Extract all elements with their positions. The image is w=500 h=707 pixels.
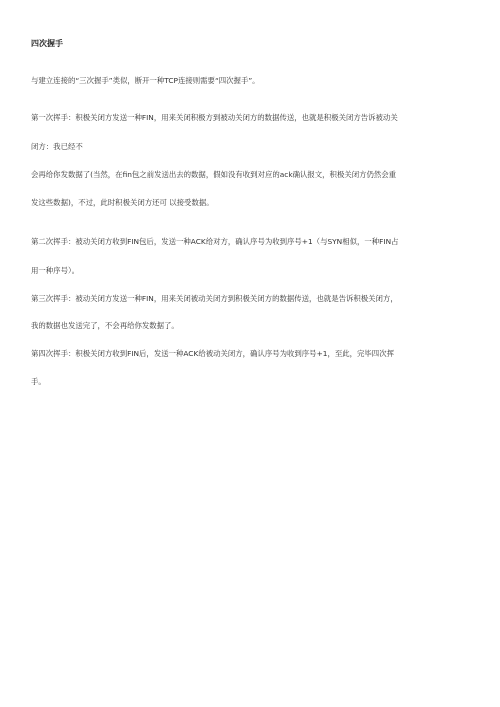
paragraph-line-fourth-wave: 手。	[31, 377, 46, 386]
paragraph-line-first-wave: 会再给你发数据了(当然，在fin包之前发送出去的数据，假如没有收到对应的ack确认报文，积极关闭方仍然会重	[31, 170, 397, 179]
paragraph-line-intro: 与建立连接的“三次握手”类似，断开一种TCP连接则需要“四次握手”。	[31, 76, 260, 85]
paragraph-line-third-wave: 第三次挥手：被动关闭方发送一种FIN，用来关闭被动关闭方到积极关闭方的数据传送，也就是告诉积极关闭方，	[31, 294, 398, 303]
paragraph-line-first-wave: 发这些数据)，不过，此时积极关闭方还可 以接受数据。	[31, 198, 214, 207]
paragraph-line-first-wave: 闭方：我已经不	[31, 142, 83, 151]
paragraph-line-fourth-wave: 第四次挥手：积极关闭方收到FIN后，发送一种ACK给被动关闭方，确认序号为收到序号+1，至此，完毕四次挥	[31, 349, 394, 358]
paragraph-line-second-wave: 用一种序号）。	[31, 266, 80, 275]
paragraph-line-first-wave: 第一次挥手：积极关闭方发送一种FIN，用来关闭积极方到被动关闭方的数据传送，也就是积极关闭方告诉被动关	[31, 113, 398, 122]
paragraph-line-third-wave: 我的数据也发送完了，不会再给你发数据了。	[31, 321, 179, 330]
paragraph-line-second-wave: 第二次挥手：被动关闭方收到FIN包后，发送一种ACK给对方，确认序号为收到序号+1（与SYN相似，一种FIN占	[31, 237, 399, 246]
section-heading: 四次握手	[31, 39, 63, 48]
